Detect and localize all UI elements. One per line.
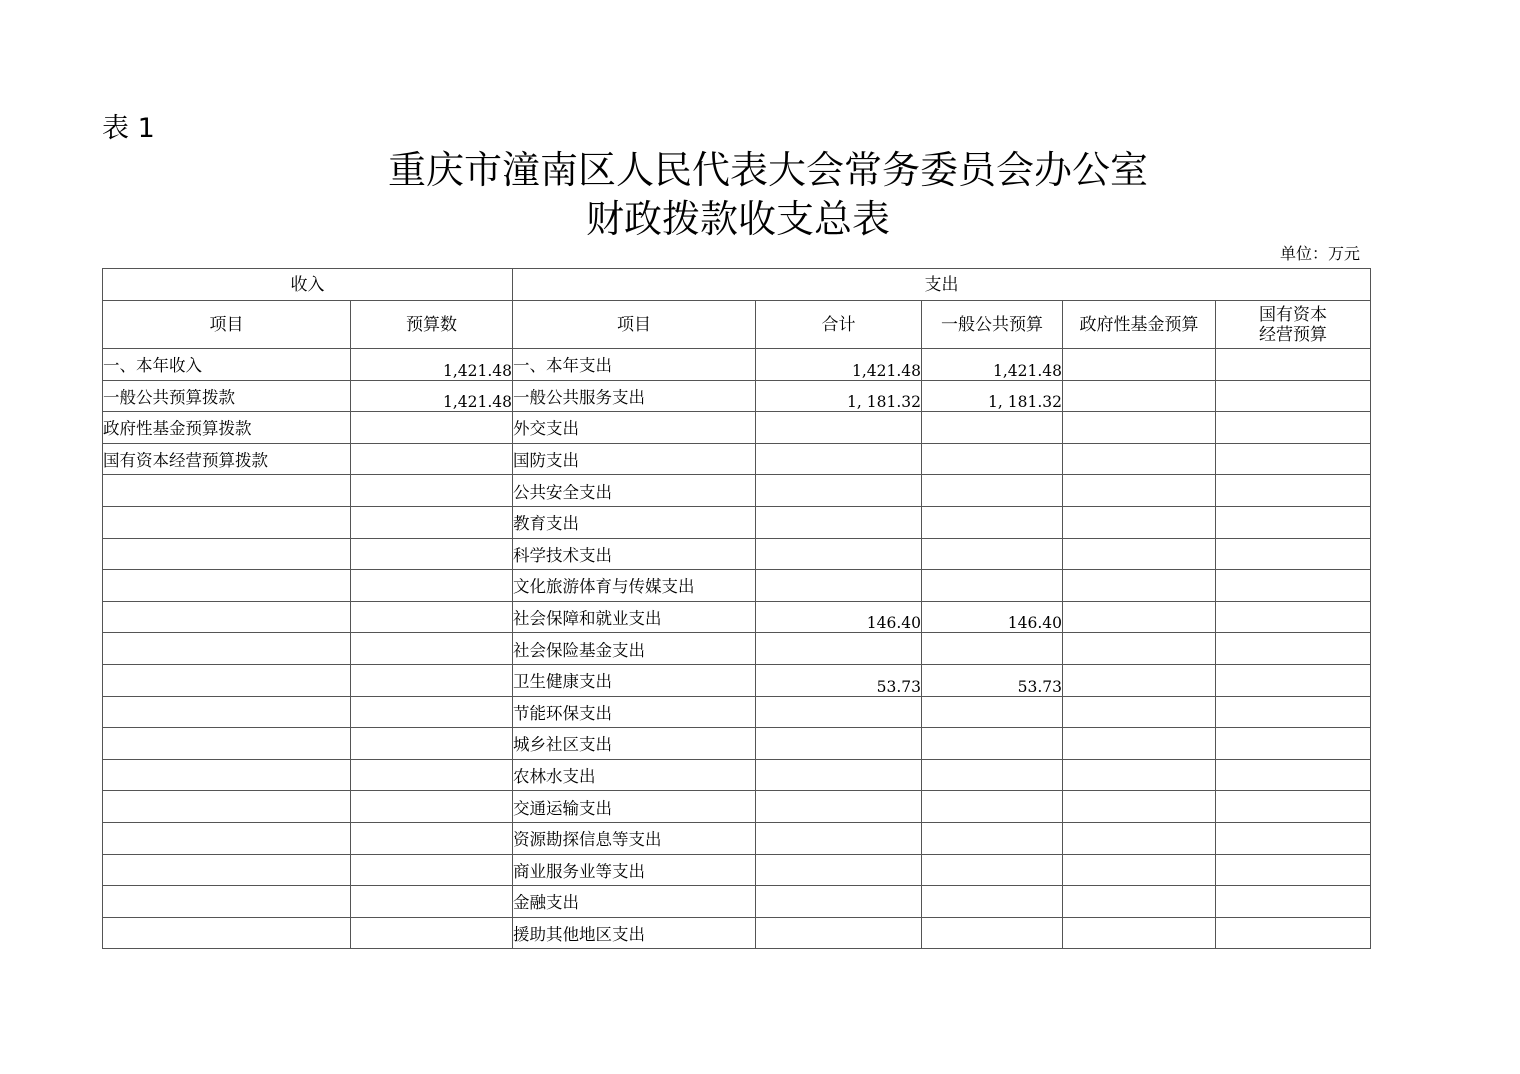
expense-item-cell: 金融支出 — [513, 886, 756, 918]
general-budget-cell — [922, 822, 1063, 854]
total-cell — [756, 728, 922, 760]
state-capital-cell — [1216, 443, 1371, 475]
income-item-cell — [103, 475, 351, 507]
income-amount-cell — [351, 696, 513, 728]
total-cell — [756, 633, 922, 665]
income-amount-cell — [351, 728, 513, 760]
general-budget-cell — [922, 917, 1063, 949]
income-item-cell: 一、本年收入 — [103, 349, 351, 381]
general-budget-cell — [922, 443, 1063, 475]
table-row — [103, 506, 1371, 538]
expense-item-cell: 科学技术支出 — [513, 538, 756, 570]
fund-budget-cell — [1063, 759, 1216, 791]
table-row — [103, 538, 1371, 570]
table-row — [103, 570, 1371, 602]
state-capital-cell — [1216, 886, 1371, 918]
expense-item-cell: 商业服务业等支出 — [513, 854, 756, 886]
state-capital-cell — [1216, 601, 1371, 633]
general-budget-cell — [922, 854, 1063, 886]
income-item-cell — [103, 601, 351, 633]
state-capital-cell — [1216, 728, 1371, 760]
income-amount-cell — [351, 759, 513, 791]
income-item-cell — [103, 728, 351, 760]
table-row — [103, 601, 1371, 633]
general-budget-cell: 1,421.48 — [922, 349, 1063, 381]
income-item-cell — [103, 791, 351, 823]
income-item-cell — [103, 506, 351, 538]
expense-item-cell: 一般公共服务支出 — [513, 380, 756, 412]
table-row — [103, 633, 1371, 665]
total-cell — [756, 506, 922, 538]
group-header-row — [103, 269, 1371, 301]
income-amount-cell — [351, 664, 513, 696]
table-row — [103, 728, 1371, 760]
income-item-cell — [103, 822, 351, 854]
expense-item-header: 项目 — [513, 301, 756, 349]
expense-item-cell: 文化旅游体育与传媒支出 — [513, 570, 756, 602]
fund-budget-cell — [1063, 854, 1216, 886]
fund-budget-cell — [1063, 696, 1216, 728]
table-row — [103, 443, 1371, 475]
table-row — [103, 475, 1371, 507]
total-cell — [756, 854, 922, 886]
table-row — [103, 791, 1371, 823]
income-amount-cell — [351, 917, 513, 949]
fund-budget-cell — [1063, 538, 1216, 570]
fund-budget-cell — [1063, 917, 1216, 949]
general-budget-cell — [922, 475, 1063, 507]
income-item-cell: 政府性基金预算拨款 — [103, 412, 351, 444]
fund-budget-cell — [1063, 791, 1216, 823]
total-cell — [756, 886, 922, 918]
total-cell — [756, 538, 922, 570]
expense-item-cell: 卫生健康支出 — [513, 664, 756, 696]
total-header: 合计 — [756, 301, 922, 349]
general-budget-cell — [922, 728, 1063, 760]
page-title-line2: 财政拨款收支总表 — [585, 197, 890, 241]
income-item-cell: 一般公共预算拨款 — [103, 380, 351, 412]
total-cell — [756, 412, 922, 444]
expense-item-cell: 一、本年支出 — [513, 349, 756, 381]
income-item-cell: 国有资本经营预算拨款 — [103, 443, 351, 475]
total-cell — [756, 791, 922, 823]
fund-budget-cell — [1063, 886, 1216, 918]
general-budget-cell: 146.40 — [922, 601, 1063, 633]
general-budget-cell — [922, 412, 1063, 444]
income-amount-cell — [351, 443, 513, 475]
income-amount-cell — [351, 854, 513, 886]
general-budget-cell — [922, 570, 1063, 602]
fund-budget-cell — [1063, 570, 1216, 602]
state-capital-cell — [1216, 696, 1371, 728]
general-budget-header: 一般公共预算 — [922, 301, 1063, 349]
expense-item-cell: 交通运输支出 — [513, 791, 756, 823]
income-item-cell — [103, 854, 351, 886]
income-amount-cell — [351, 791, 513, 823]
income-amount-cell: 1,421.48 — [351, 380, 513, 412]
page-title-line1: 重庆市潼南区人民代表大会常务委员会办公室 — [387, 148, 1148, 192]
income-item-cell — [103, 886, 351, 918]
total-cell: 1,421.48 — [756, 349, 922, 381]
general-budget-cell — [922, 633, 1063, 665]
income-item-header: 项目 — [103, 301, 351, 349]
state-capital-cell — [1216, 506, 1371, 538]
income-amount-cell — [351, 633, 513, 665]
total-cell — [756, 696, 922, 728]
income-item-cell — [103, 917, 351, 949]
table-label: 表 1 — [102, 113, 155, 144]
total-cell: 1, 181.32 — [756, 380, 922, 412]
expense-item-cell: 公共安全支出 — [513, 475, 756, 507]
expense-item-cell: 节能环保支出 — [513, 696, 756, 728]
state-capital-header-line2: 经营预算 — [1259, 324, 1327, 345]
general-budget-cell — [922, 696, 1063, 728]
table-row — [103, 412, 1371, 444]
fund-budget-cell — [1063, 475, 1216, 507]
total-cell — [756, 443, 922, 475]
table-row — [103, 380, 1371, 412]
table-row — [103, 759, 1371, 791]
income-item-cell — [103, 664, 351, 696]
fund-budget-cell — [1063, 443, 1216, 475]
total-cell: 53.73 — [756, 664, 922, 696]
total-cell — [756, 917, 922, 949]
income-item-cell — [103, 759, 351, 791]
fund-budget-cell — [1063, 380, 1216, 412]
income-amount-cell: 1,421.48 — [351, 349, 513, 381]
total-cell — [756, 759, 922, 791]
state-capital-cell — [1216, 538, 1371, 570]
income-amount-cell — [351, 412, 513, 444]
expense-item-cell: 资源勘探信息等支出 — [513, 822, 756, 854]
fund-budget-header: 政府性基金预算 — [1063, 301, 1216, 349]
income-group-header: 收入 — [103, 269, 513, 301]
state-capital-cell — [1216, 570, 1371, 602]
income-item-cell — [103, 696, 351, 728]
column-header-row — [103, 301, 1371, 349]
budget-summary-table — [102, 268, 1371, 949]
general-budget-cell — [922, 506, 1063, 538]
income-amount-cell — [351, 601, 513, 633]
total-cell — [756, 475, 922, 507]
fund-budget-cell — [1063, 506, 1216, 538]
income-amount-cell — [351, 475, 513, 507]
general-budget-cell: 1, 181.32 — [922, 380, 1063, 412]
income-amount-cell — [351, 538, 513, 570]
expense-item-cell: 社会保险基金支出 — [513, 633, 756, 665]
state-capital-cell — [1216, 412, 1371, 444]
table-row — [103, 822, 1371, 854]
unit-label: 单位：万元 — [1279, 244, 1360, 263]
table-row — [103, 664, 1371, 696]
expense-item-cell: 城乡社区支出 — [513, 728, 756, 760]
expense-group-header: 支出 — [513, 269, 1371, 301]
income-amount-header: 预算数 — [351, 301, 513, 349]
fund-budget-cell — [1063, 412, 1216, 444]
state-capital-cell — [1216, 380, 1371, 412]
state-capital-cell — [1216, 822, 1371, 854]
total-cell — [756, 570, 922, 602]
table-row — [103, 854, 1371, 886]
fund-budget-cell — [1063, 664, 1216, 696]
income-amount-cell — [351, 506, 513, 538]
fund-budget-cell — [1063, 349, 1216, 381]
expense-item-cell: 外交支出 — [513, 412, 756, 444]
fund-budget-cell — [1063, 728, 1216, 760]
state-capital-cell — [1216, 664, 1371, 696]
income-item-cell — [103, 633, 351, 665]
state-capital-header-line1: 国有资本 — [1259, 304, 1327, 325]
table-row — [103, 696, 1371, 728]
expense-item-cell: 教育支出 — [513, 506, 756, 538]
general-budget-cell: 53.73 — [922, 664, 1063, 696]
state-capital-cell — [1216, 475, 1371, 507]
state-capital-cell — [1216, 854, 1371, 886]
income-item-cell — [103, 538, 351, 570]
income-amount-cell — [351, 886, 513, 918]
expense-item-cell: 国防支出 — [513, 443, 756, 475]
state-capital-cell — [1216, 917, 1371, 949]
state-capital-cell — [1216, 349, 1371, 381]
general-budget-cell — [922, 759, 1063, 791]
expense-item-cell: 社会保障和就业支出 — [513, 601, 756, 633]
general-budget-cell — [922, 538, 1063, 570]
table-row — [103, 886, 1371, 918]
state-capital-cell — [1216, 759, 1371, 791]
state-capital-cell — [1216, 791, 1371, 823]
total-cell — [756, 822, 922, 854]
total-cell: 146.40 — [756, 601, 922, 633]
income-item-cell — [103, 570, 351, 602]
income-amount-cell — [351, 822, 513, 854]
state-capital-cell — [1216, 633, 1371, 665]
state-capital-header — [1216, 301, 1371, 349]
general-budget-cell — [922, 791, 1063, 823]
expense-item-cell: 援助其他地区支出 — [513, 917, 756, 949]
expense-item-cell: 农林水支出 — [513, 759, 756, 791]
table-row — [103, 917, 1371, 949]
fund-budget-cell — [1063, 601, 1216, 633]
income-amount-cell — [351, 570, 513, 602]
table-row — [103, 349, 1371, 381]
fund-budget-cell — [1063, 633, 1216, 665]
fund-budget-cell — [1063, 822, 1216, 854]
general-budget-cell — [922, 886, 1063, 918]
